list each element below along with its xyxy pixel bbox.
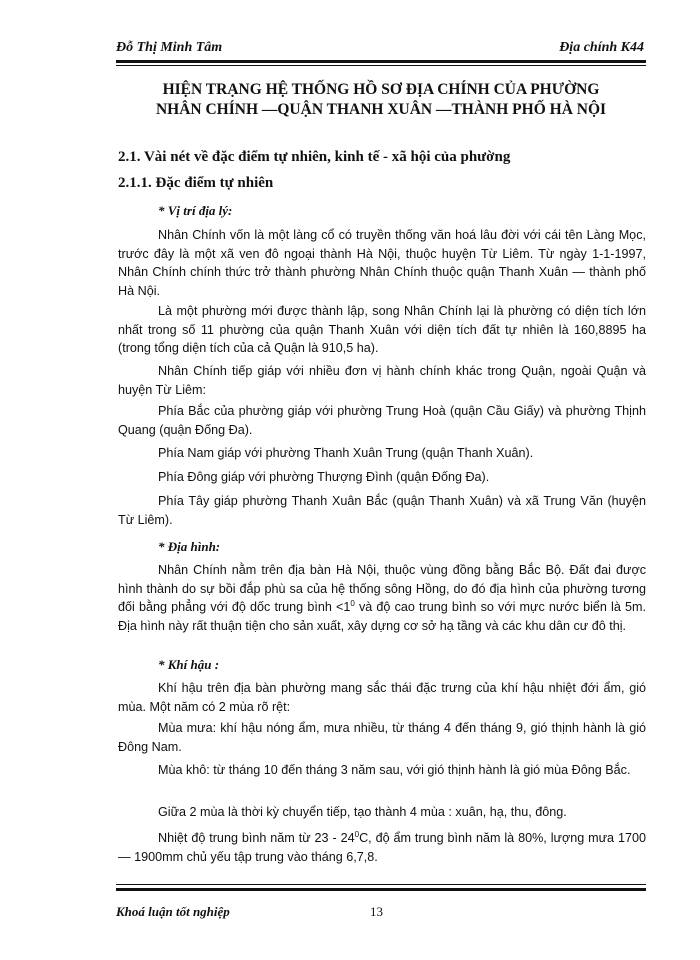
location-paragraph-1: Nhân Chính vốn là một làng cổ có truyền thống văn hoá lâu đời với cái tên Làng Mọc, trước đây là một xã ven đô ngoại thành Hà Nội, thuộc huyện Từ Liêm. Từ ngày 1-1-1997, Nhân Chính chính thức trở thành phường Nhân Chính thuộc quận Thanh Xuân — thành phố Hà Nội. (118, 228, 646, 298)
chapter-title-line2: NHÂN CHÍNH —QUẬN THANH XUÂN —THÀNH PHỐ HÀ NỘI (155, 101, 607, 118)
chapter-title-line1: HIỆN TRẠNG HỆ THỐNG HỒ SƠ ĐỊA CHÍNH CỦA PHƯỜNG (162, 81, 600, 98)
location-label: * Vị trí địa lý: (158, 203, 233, 218)
climate-label: * Khí hậu : (158, 657, 220, 672)
footer-rule-thin (116, 884, 646, 885)
location-paragraph-3: Nhân Chính tiếp giáp với nhiều đơn vị hành chính khác trong Quận, ngoài Quận và huyện Từ Liêm: (118, 364, 646, 397)
header-course: Địa chính K44 (559, 40, 644, 55)
border-west: Phía Tây giáp phường Thanh Xuân Bắc (quận Thanh Xuân) và xã Trung Văn (huyện Từ Liêm). (118, 494, 646, 527)
subsection-heading: 2.1.1. Đặc điểm tự nhiên (118, 175, 274, 191)
page-number: 13 (370, 904, 383, 919)
header-rule-thick (116, 60, 646, 63)
climate-paragraph-1: Khí hậu trên địa bàn phường mang sắc thái đặc trưng của khí hậu nhiệt đới ẩm, gió mùa. Một năm có 2 mùa rõ rệt: (118, 681, 646, 714)
terrain-label: * Địa hình: (158, 539, 221, 554)
terrain-paragraph: Nhân Chính nằm trên địa bàn Hà Nội, thuộc vùng đồng bằng Bắc Bộ. Đất đai được hình thành do sự bồi đắp phù sa của hệ thống sông Hồng, do đó địa hình của phường tương đối bằng phẳng với độ dốc trung bình $<1^0$ và độ cao trung bình so với mực nước biển là 5m. Địa hình này rất thuận tiện cho sản xuất, xây dựng cơ sở hạ tầng và các khu dân cư đô thị. (118, 563, 646, 633)
climate-rainy-season: Mùa mưa: khí hậu nóng ẩm, mưa nhiều, từ tháng 4 đến tháng 9, gió thịnh hành là gió Đông Nam. (118, 721, 646, 754)
footer-rule-thick (116, 888, 646, 891)
border-east: Phía Đông giáp với phường Thượng Đình (quận Đống Đa). (158, 470, 490, 484)
border-south: Phía Nam giáp với phường Thanh Xuân Trung (quận Thanh Xuân). (158, 446, 534, 460)
header-rule-thin (116, 65, 646, 66)
border-north: Phía Bắc của phường giáp với phường Trung Hoà (quận Cầu Giấy) và phường Thịnh Quang (quận Đống Đa). (118, 404, 646, 437)
climate-temperature: Nhiệt độ trung bình năm từ $23 - 24^0C$, độ ẩm trung bình năm là 80%, lượng mưa 1700 — 1900mm chủ yếu tập trung vào tháng 6,7,8. (118, 829, 646, 864)
climate-transition: Giữa 2 mùa là thời kỳ chuyển tiếp, tạo thành 4 mùa : xuân, hạ, thu, đông. (158, 805, 567, 819)
section-heading: 2.1. Vài nét về đặc điểm tự nhiên, kinh tế - xã hội của phường (118, 149, 511, 165)
header-author: Đỗ Thị Minh Tâm (116, 40, 223, 55)
climate-dry-season: Mùa khô: từ tháng 10 đến tháng 3 năm sau, với gió thịnh hành là gió mùa Đông Bắc. (158, 763, 631, 777)
location-paragraph-2: Là một phường mới được thành lập, song Nhân Chính lại là phường có diện tích lớn nhất trong số 11 phường của quận Thanh Xuân với diện tích đất tự nhiên là 160,8895 ha (trong tổng diện tích của cả Quận là 910,5 ha). (118, 304, 646, 355)
footer-label: Khoá luận tốt nghiệp (116, 904, 230, 919)
